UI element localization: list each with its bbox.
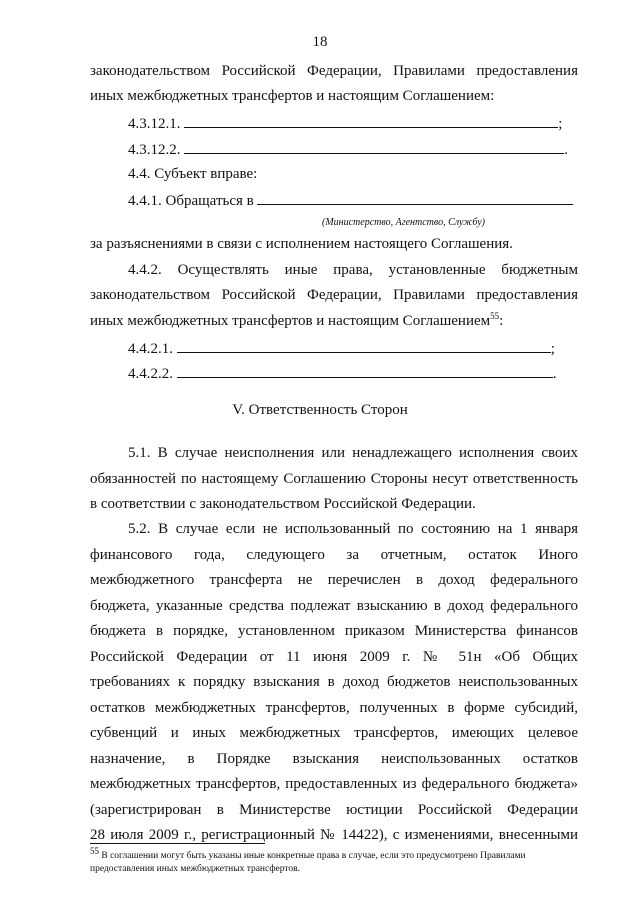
text-line: межбюджетных трансфертов, предоставленных из федерального бюджета» — [90, 776, 578, 792]
text-segment: иных межбюджетных трансфертов и настоящим Соглашением — [90, 313, 491, 329]
blank-item-4-4-2-2 — [128, 364, 557, 383]
text-line: требованиях к порядку взыскания в доход бюджетов неиспользованных — [90, 674, 578, 690]
field-hint: (Министерство, Агентство, Службу) — [322, 217, 486, 228]
section-heading: V. Ответственность Сторон — [232, 402, 408, 418]
text-line: 5.2. В случае если не использованный по состоянию на 1 января — [128, 521, 578, 537]
text-line: (зарегистрирован в Министерстве юстиции Российской Федерации — [90, 802, 578, 818]
item-number: 4.4.2.1. — [128, 341, 173, 357]
footnote-separator — [90, 843, 265, 844]
text-line: 28 июля 2009 г., регистрационный № 14422), с изменениями, внесенными — [90, 827, 578, 843]
text-line: обязанностей по настоящему Соглашению Стороны несут ответственность — [90, 471, 578, 487]
clause-4-4: 4.4. Субъект вправе: — [128, 166, 258, 182]
text-line — [90, 312, 503, 330]
text-line: межбюджетного трансферта не перечислен в доход федерального — [90, 572, 578, 588]
item-number: 4.3.12.2. — [128, 142, 181, 158]
item-end-punct: . — [564, 142, 568, 158]
text-line: 5.1. В случае неисполнения или ненадлежащего исполнения своих — [128, 445, 578, 461]
item-end-punct: ; — [550, 341, 555, 357]
text-line: бюджета в порядке, установленном приказом Министерства финансов — [90, 623, 578, 639]
text-segment: : — [499, 313, 504, 329]
text-line: назначение, в Порядке взыскания неиспользованных остатков — [90, 751, 578, 767]
text-line: законодательством Российской Федерации, Правилами предоставления — [90, 287, 578, 303]
page-number: 18 — [312, 34, 328, 50]
text-line: 4.4.2. Осуществлять иные права, установленные бюджетным — [128, 262, 578, 278]
text-line: законодательством Российской Федерации, Правилами предоставления — [90, 63, 578, 79]
text-line: за разъяснениями в связи с исполнением настоящего Соглашения. — [90, 236, 513, 252]
blank-line — [257, 191, 573, 205]
blank-line — [177, 364, 553, 378]
clause-4-4-1 — [128, 191, 573, 210]
blank-line — [184, 140, 564, 154]
item-number: 4.3.12.1. — [128, 116, 181, 132]
blank-item-4-3-12-2 — [128, 140, 568, 159]
footnote-continued: предоставления иных межбюджетных трансфертов. — [90, 864, 300, 874]
text-line: остатков межбюджетных трансфертов, полученных в форме субсидий, — [90, 700, 578, 716]
text-line: Российской Федерации от 11 июня 2009 г. № 51н «Об Общих — [90, 649, 578, 665]
text-line: финансового года, следующего за отчетным, остаток Иного — [90, 547, 578, 563]
text-line: иных межбюджетных трансфертов и настоящим Соглашением: — [90, 88, 495, 104]
text-line: бюджета, указанные средства подлежат взысканию в доход федерального — [90, 598, 578, 614]
footnote-text: В соглашении могут быть указаны иные конкретные права в случае, если это предусмотрено Правилами — [99, 851, 526, 861]
footnote-mark: 55 — [90, 845, 99, 856]
blank-line — [177, 339, 551, 353]
item-end-punct: ; — [558, 116, 563, 132]
item-number: 4.4.2.2. — [128, 366, 173, 382]
blank-line — [184, 114, 558, 128]
item-end-punct: . — [552, 366, 557, 382]
text-line: в соответствии с законодательством Российской Федерации. — [90, 496, 476, 512]
footnote-ref: 55 — [490, 311, 500, 321]
blank-item-4-3-12-1 — [128, 114, 562, 133]
text-line: субвенций и иных межбюджетных трансфертов, имеющих целевое — [90, 725, 578, 741]
footnote — [90, 845, 590, 862]
clause-text: 4.4.1. Обращаться в — [128, 193, 254, 209]
blank-item-4-4-2-1 — [128, 339, 555, 358]
